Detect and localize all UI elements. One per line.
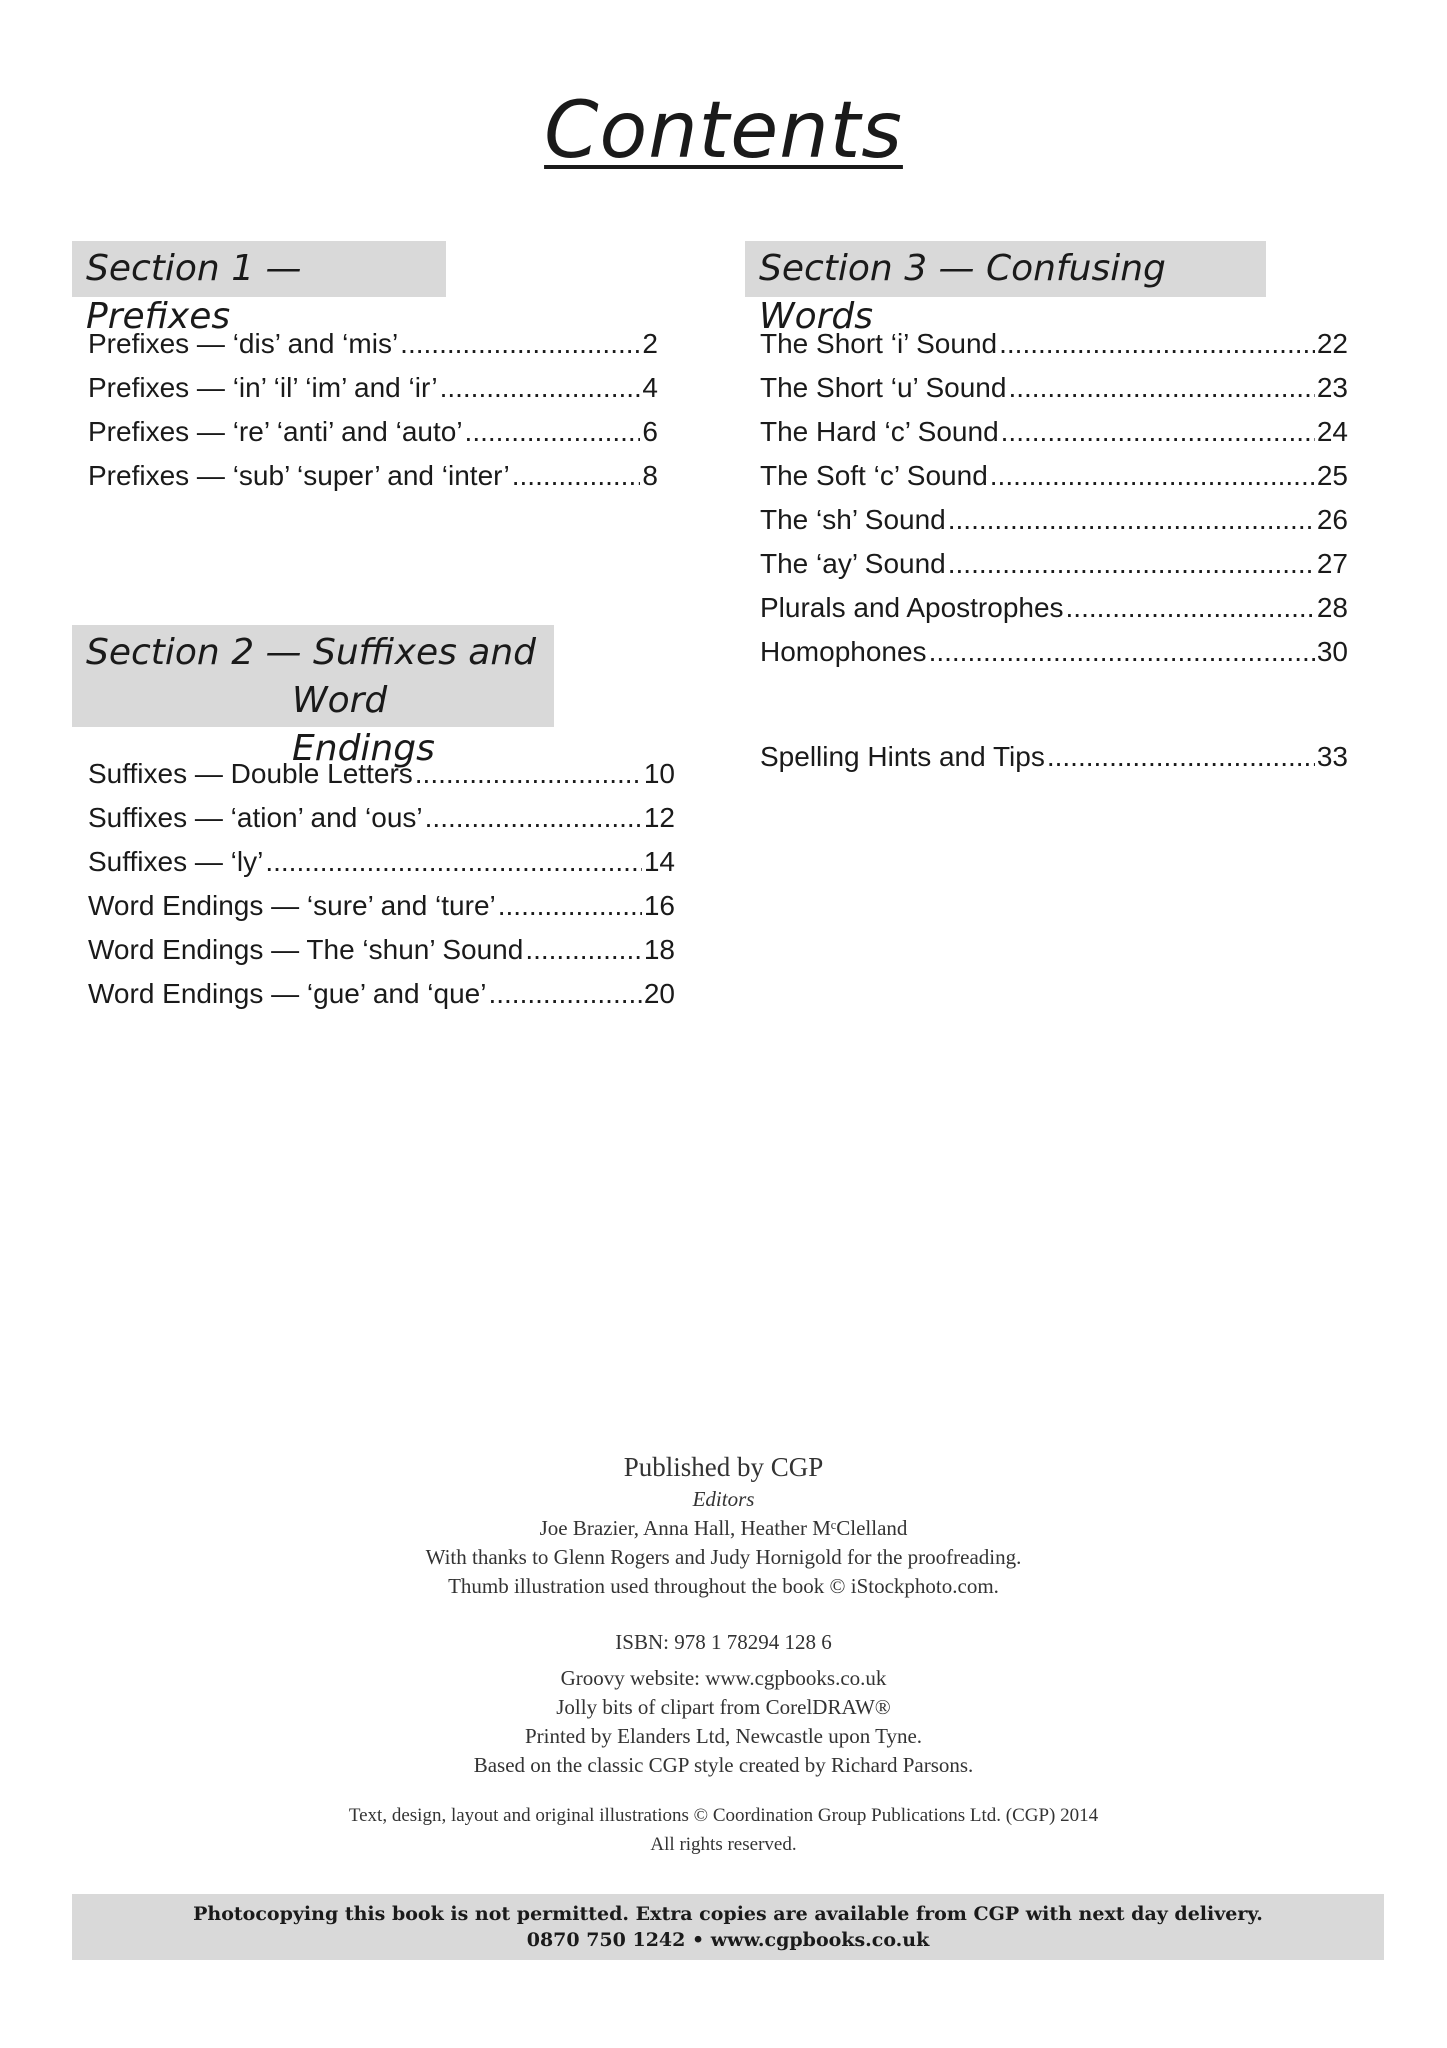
- toc-leader-dots: [990, 454, 1315, 498]
- toc-leader-dots: [1047, 735, 1315, 779]
- toc-entry-page: 14: [643, 846, 675, 877]
- toc-entry-title: Spelling Hints and Tips: [760, 741, 1045, 772]
- toc-entry[interactable]: [760, 630, 1348, 674]
- toc-entry-title: The Soft ‘c’ Sound: [760, 460, 988, 491]
- thanks-line: With thanks to Glenn Rogers and Judy Hornigold for the proofreading.: [425, 1545, 1022, 1569]
- toc-entry-title: Prefixes — ‘re’ ‘anti’ and ‘auto’: [88, 416, 463, 447]
- toc-leader-dots: [440, 366, 641, 410]
- section-3-heading: [745, 241, 1266, 337]
- section-1-list: [88, 322, 658, 498]
- toc-leader-dots: [1066, 586, 1315, 630]
- toc-entry[interactable]: [88, 928, 675, 972]
- extra-toc-list: [760, 735, 1348, 779]
- toc-entry-title: The Short ‘i’ Sound: [760, 328, 998, 359]
- toc-leader-dots: [465, 410, 641, 454]
- section-3-list: [760, 322, 1348, 674]
- section-2-heading-line-2: Word Endings: [292, 680, 435, 769]
- website-line: Groovy website: www.cgpbooks.co.uk: [560, 1666, 887, 1690]
- toc-entry-page: 10: [643, 758, 675, 789]
- toc-entry-title: Homophones: [760, 636, 927, 667]
- toc-entry-page: 6: [642, 416, 658, 447]
- toc-entry[interactable]: [88, 454, 658, 498]
- thumb-credit: Thumb illustration used throughout the book © iStockphoto.com.: [448, 1574, 999, 1598]
- toc-entry-page: 26: [1316, 504, 1348, 535]
- toc-entry-page: 2: [642, 328, 658, 359]
- toc-entry-page: 28: [1316, 592, 1348, 623]
- toc-entry[interactable]: [760, 454, 1348, 498]
- footer-line-1: Photocopying this book is not permitted. Extra copies are available from CGP with next day delivery.: [193, 1903, 1263, 1925]
- toc-leader-dots: [999, 322, 1315, 366]
- printed-line: Printed by Elanders Ltd, Newcastle upon Tyne.: [524, 1724, 923, 1748]
- section-2-heading-line-1: Section 2 — Suffixes and: [86, 632, 537, 673]
- toc-leader-dots: [400, 322, 640, 366]
- imprint-credits: [0, 1664, 1447, 1780]
- rights-line: All rights reserved.: [650, 1834, 797, 1855]
- toc-entry[interactable]: [760, 498, 1348, 542]
- toc-entry[interactable]: [88, 366, 658, 410]
- toc-entry-title: Prefixes — ‘dis’ and ‘mis’: [88, 328, 399, 359]
- toc-entry-title: Word Endings — The ‘shun’ Sound: [88, 934, 524, 965]
- toc-entry-page: 24: [1316, 416, 1348, 447]
- toc-entry[interactable]: [760, 410, 1348, 454]
- isbn: ISBN: 978 1 78294 128 6: [615, 1630, 832, 1654]
- toc-entry[interactable]: [88, 884, 675, 928]
- toc-entry-title: Plurals and Apostrophes: [760, 592, 1064, 623]
- editors-label: Editors: [692, 1487, 755, 1511]
- imprint-copyright: [0, 1801, 1447, 1859]
- toc-leader-dots: [948, 542, 1315, 586]
- section-2-heading: [72, 625, 554, 769]
- toc-entry[interactable]: [760, 542, 1348, 586]
- published-by: Published by CGP: [623, 1452, 824, 1482]
- style-line: Based on the classic CGP style created by Richard Parsons.: [473, 1753, 974, 1777]
- toc-entry-page: 33: [1316, 741, 1348, 772]
- toc-entry[interactable]: [88, 322, 658, 366]
- toc-leader-dots: [498, 884, 642, 928]
- toc-entry-title: Word Endings — ‘sure’ and ‘ture’: [88, 890, 496, 921]
- toc-entry-spelling-hints[interactable]: [760, 735, 1348, 779]
- toc-entry-page: 27: [1316, 548, 1348, 579]
- toc-entry[interactable]: [88, 972, 675, 1016]
- section-3-heading-text: Section 3 — Confusing Words: [759, 248, 1166, 337]
- toc-entry[interactable]: [760, 322, 1348, 366]
- toc-entry-title: Word Endings — ‘gue’ and ‘que’: [88, 978, 487, 1009]
- toc-leader-dots: [1008, 366, 1314, 410]
- toc-entry-title: Prefixes — ‘sub’ ‘super’ and ‘inter’: [88, 460, 510, 491]
- toc-entry-page: 4: [642, 372, 658, 403]
- section-1-heading-text: Section 1 — Prefixes: [86, 248, 302, 337]
- toc-entry-page: 20: [643, 978, 675, 1009]
- imprint-details: [0, 1628, 1447, 1657]
- toc-entry[interactable]: [88, 410, 658, 454]
- toc-entry[interactable]: [88, 752, 675, 796]
- toc-entry-title: Suffixes — ‘ly’: [88, 846, 264, 877]
- toc-entry-page: 30: [1316, 636, 1348, 667]
- toc-leader-dots: [1001, 410, 1315, 454]
- toc-entry[interactable]: [760, 586, 1348, 630]
- footer-line-2: 0870 750 1242 • www.cgpbooks.co.uk: [526, 1929, 930, 1951]
- toc-entry-title: The ‘ay’ Sound: [760, 548, 946, 579]
- toc-entry-page: 8: [642, 460, 658, 491]
- toc-entry[interactable]: [760, 366, 1348, 410]
- toc-entry-title: The Short ‘u’ Sound: [760, 372, 1007, 403]
- clipart-line: Jolly bits of clipart from CorelDRAW®: [556, 1695, 891, 1719]
- toc-entry-page: 22: [1316, 328, 1348, 359]
- toc-entry-title: The ‘sh’ Sound: [760, 504, 946, 535]
- toc-leader-dots: [265, 840, 642, 884]
- toc-leader-dots: [525, 928, 642, 972]
- footer-bar: [72, 1894, 1384, 1960]
- toc-leader-dots: [929, 630, 1315, 674]
- toc-entry-title: The Hard ‘c’ Sound: [760, 416, 999, 447]
- toc-leader-dots: [512, 454, 641, 498]
- toc-leader-dots: [425, 796, 642, 840]
- toc-entry-title: Suffixes — Double Letters: [88, 758, 413, 789]
- toc-entry-page: 12: [643, 802, 675, 833]
- toc-leader-dots: [488, 972, 641, 1016]
- toc-entry-page: 25: [1316, 460, 1348, 491]
- section-1-heading: [72, 241, 446, 337]
- section-2-list: [88, 752, 675, 1016]
- toc-entry-page: 23: [1316, 372, 1348, 403]
- editors-names: Joe Brazier, Anna Hall, Heather MᶜClelland: [539, 1516, 908, 1540]
- toc-entry-title: Suffixes — ‘ation’ and ‘ous’: [88, 802, 423, 833]
- page-title: Contents: [544, 86, 903, 176]
- copyright-line: Text, design, layout and original illustrations © Coordination Group Publications Ltd. (CGP) 2014: [348, 1805, 1099, 1826]
- toc-entry-title: Prefixes — ‘in’ ‘il’ ‘im’ and ‘ir’: [88, 372, 438, 403]
- toc-leader-dots: [948, 498, 1315, 542]
- toc-leader-dots: [415, 752, 642, 796]
- toc-entry[interactable]: [88, 840, 675, 884]
- toc-entry-page: 18: [643, 934, 675, 965]
- toc-entry-page: 16: [643, 890, 675, 921]
- imprint-block: [0, 1449, 1447, 1601]
- toc-entry[interactable]: [88, 796, 675, 840]
